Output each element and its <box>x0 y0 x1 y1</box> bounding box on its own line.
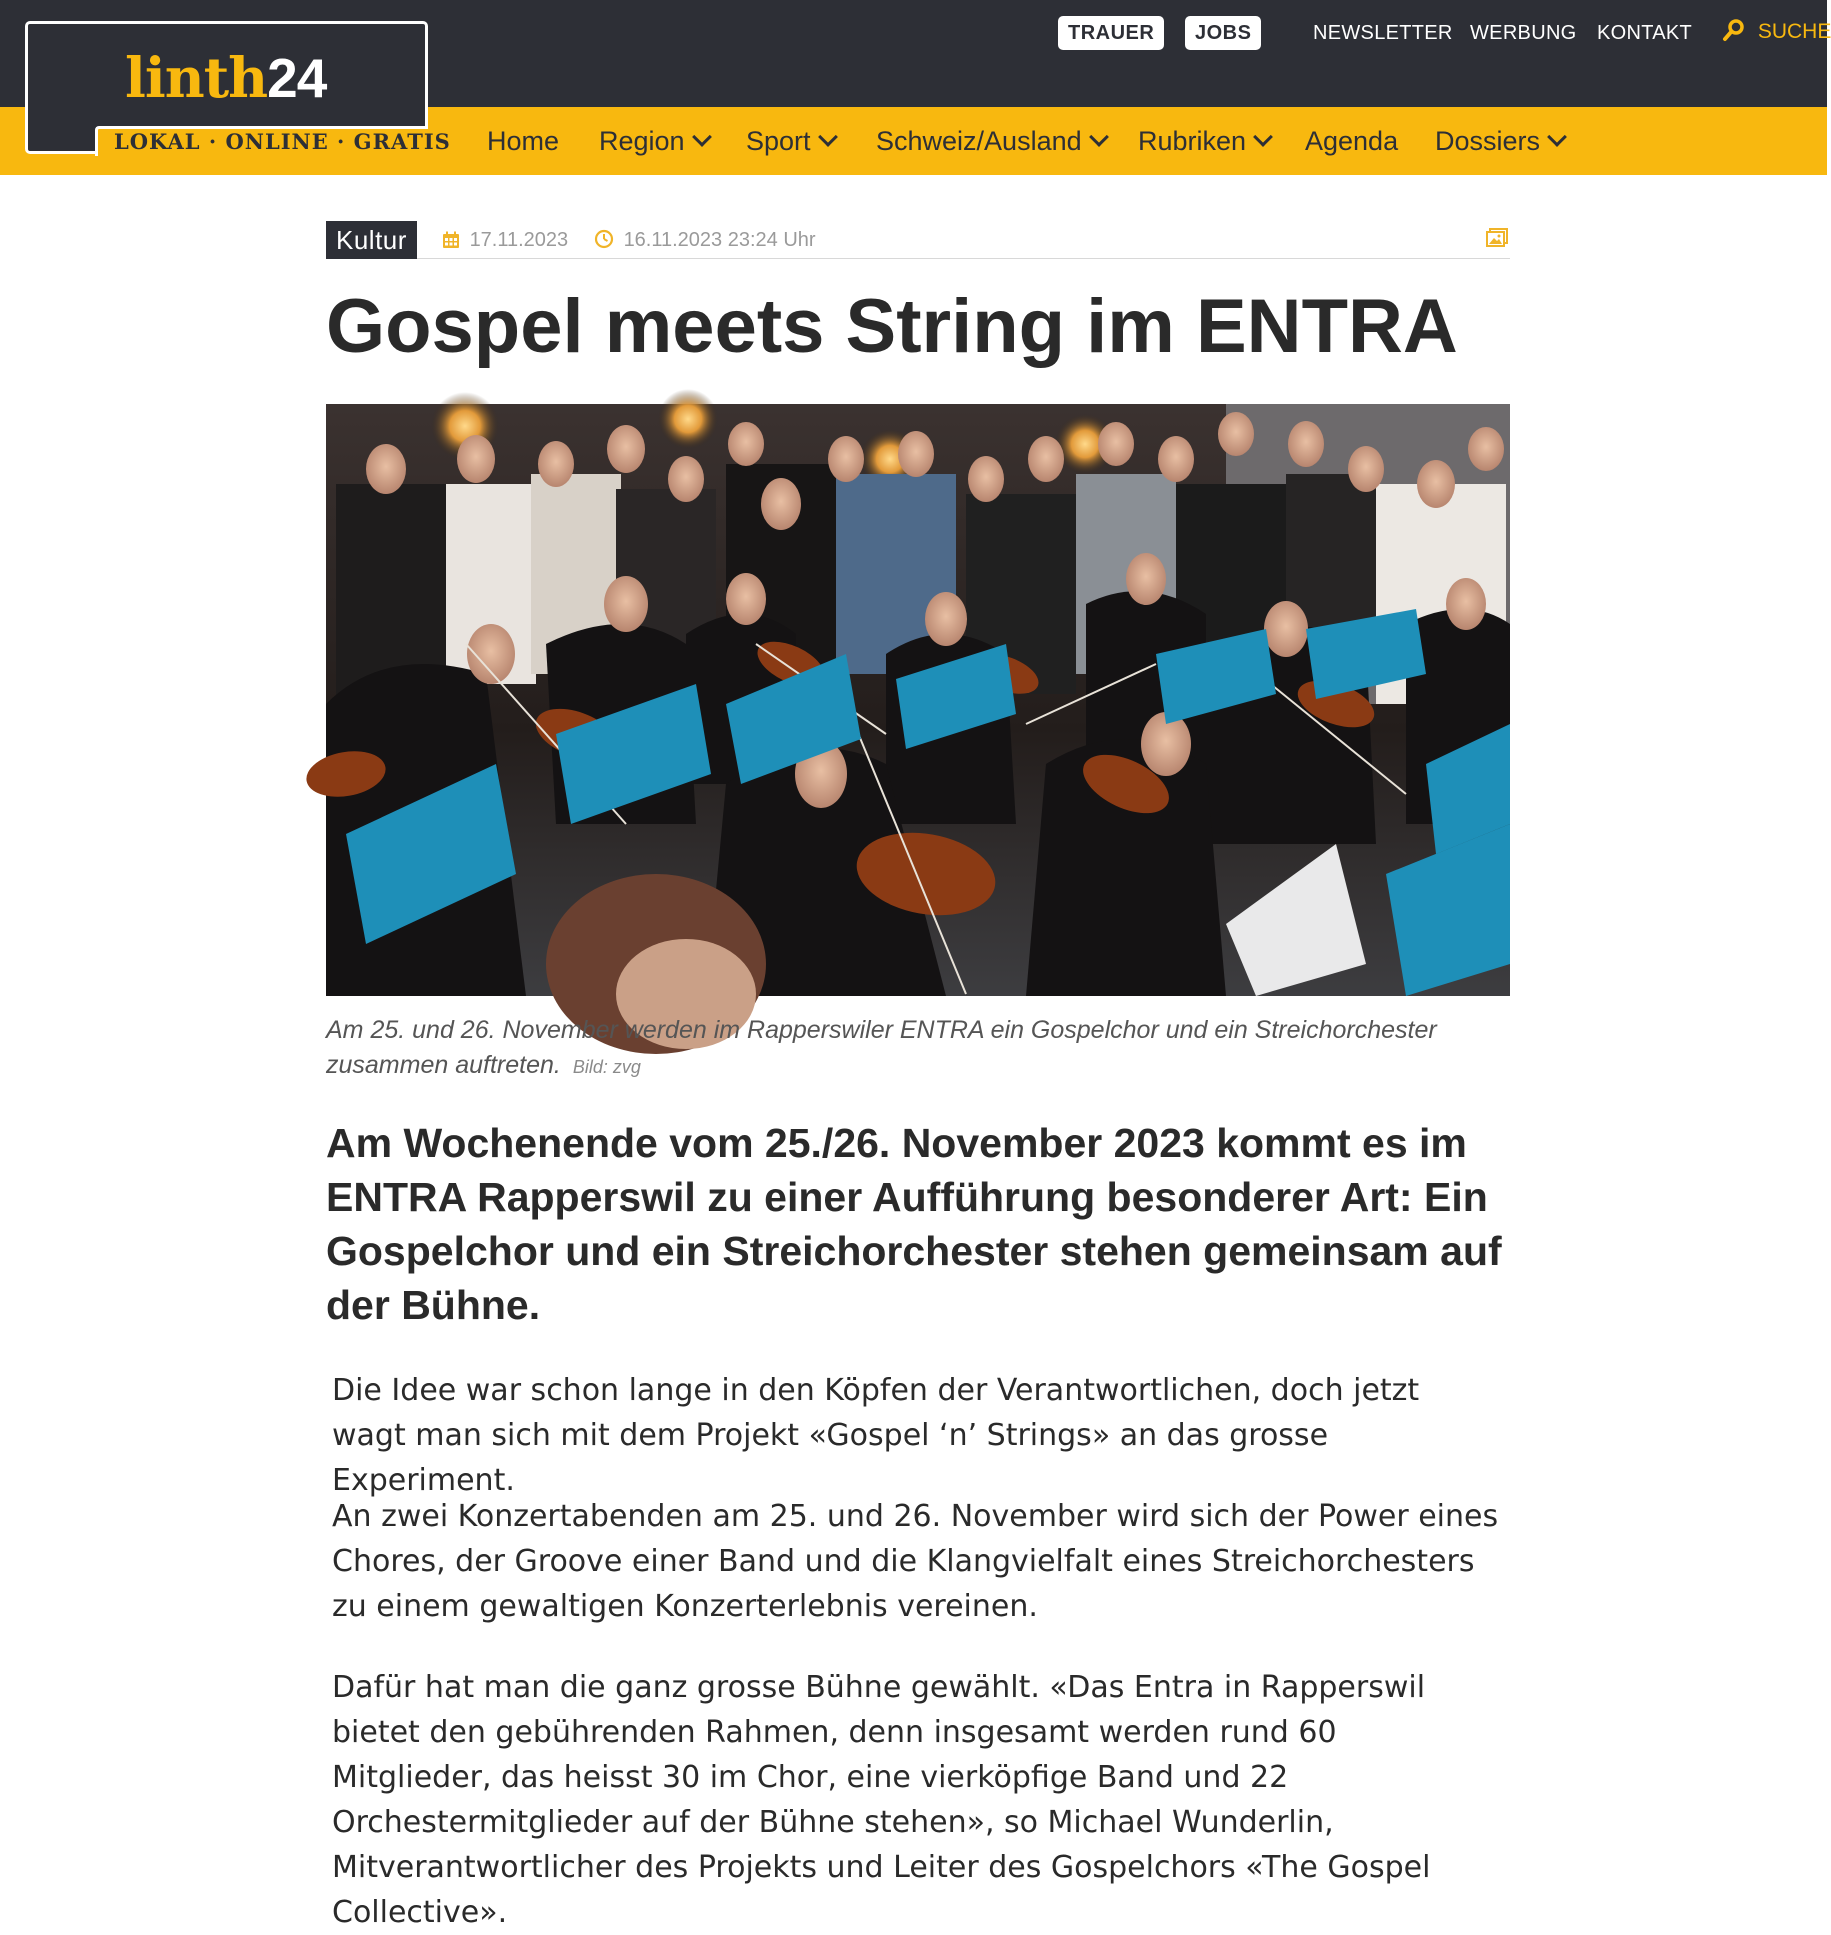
nav-label: Agenda <box>1305 126 1399 156</box>
nav-label: Region <box>599 126 685 156</box>
logo-number: 24 <box>267 47 327 109</box>
logo-wordmark[interactable] <box>125 45 327 110</box>
publish-date <box>442 227 568 253</box>
article-hero-image[interactable] <box>326 404 1510 996</box>
caption-text: Am 25. und 26. November werden im Rapperswiler ENTRA ein Gospelchor und ein Streichorchester zusammen auftreten. <box>326 1016 1437 1079</box>
date-text: 17.11.2023 <box>469 229 569 251</box>
calendar-icon <box>442 229 470 251</box>
nav-home[interactable] <box>487 123 559 159</box>
chevron-down-icon <box>1547 127 1567 147</box>
newsletter-link[interactable]: NEWSLETTER <box>1313 22 1453 44</box>
nav-agenda[interactable] <box>1305 123 1398 159</box>
category-badge[interactable]: Kultur <box>326 221 417 259</box>
updated-time <box>594 227 816 253</box>
updated-text: 16.11.2023 23:24 Uhr <box>623 229 816 251</box>
image-credit: Bild: zvg <box>572 1057 641 1077</box>
nav-schweiz-ausland[interactable] <box>876 123 1106 159</box>
nav-dossiers[interactable] <box>1435 123 1564 159</box>
article-paragraph: Dafür hat man die ganz grosse Bühne gewählt. «Das Entra in Rapperswil bietet den gebührenden Rahmen, denn insgesamt werden rund 60 Mitglieder, das heisst 30 im Chor, eine vierköpfige Band und 22 Orchestermitglieder auf der Bühne stehen», so Michael Wunderlin, Mitverantwortlicher des Projekts und Leiter des Gospelchors «The Gospel Collective». <box>332 1670 1431 1930</box>
nav-label: Dossiers <box>1435 126 1541 156</box>
article-meta <box>326 221 1510 259</box>
article-paragraph: Die Idee war schon lange in den Köpfen der Verantwortlichen, doch jetzt wagt man sich mit dem Projekt «Gospel ‘n’ Strings» an das grosse Experiment. <box>332 1373 1420 1498</box>
logo-name: linth <box>125 45 268 110</box>
nav-label: Home <box>487 126 560 156</box>
nav-sport[interactable] <box>746 123 835 159</box>
search-label: SUCHE <box>1757 20 1831 43</box>
chevron-down-icon <box>818 127 838 147</box>
jobs-button[interactable]: JOBS <box>1185 16 1261 50</box>
werbung-link[interactable]: WERBUNG <box>1470 22 1577 44</box>
nav-label: Schweiz/Ausland <box>876 126 1082 156</box>
nav-rubriken[interactable] <box>1138 123 1270 159</box>
chevron-down-icon <box>1089 127 1109 147</box>
clock-icon <box>594 229 624 251</box>
kontakt-link[interactable]: KONTAKT <box>1597 22 1693 44</box>
image-caption <box>326 1013 1510 1085</box>
chevron-down-icon <box>692 127 712 147</box>
article-lead: Am Wochenende vom 25./26. November 2023 kommt es im ENTRA Rapperswil zu einer Aufführung besonderer Art: Ein Gospelchor und ein Streichorchester stehen gemeinsam auf der Bühne. <box>326 1120 1502 1328</box>
article-paragraph: An zwei Konzertabenden am 25. und 26. November wird sich der Power eines Chores, der Groove einer Band und die Klangvielfalt eines Streichorchesters zu einem gewaltigen Konzerterlebnis vereinen. <box>332 1499 1499 1624</box>
article-title: Gospel meets String im ENTRA <box>326 284 1458 369</box>
logo-tagline: LOKAL · ONLINE · GRATIS <box>114 129 451 154</box>
search-icon <box>1722 20 1758 43</box>
gallery-icon[interactable] <box>1486 228 1508 253</box>
nav-region[interactable] <box>599 123 709 159</box>
search-button[interactable] <box>1722 18 1831 46</box>
nav-label: Sport <box>746 126 811 156</box>
chevron-down-icon <box>1253 127 1273 147</box>
trauer-button[interactable]: TRAUER <box>1058 16 1164 50</box>
nav-label: Rubriken <box>1138 126 1247 156</box>
